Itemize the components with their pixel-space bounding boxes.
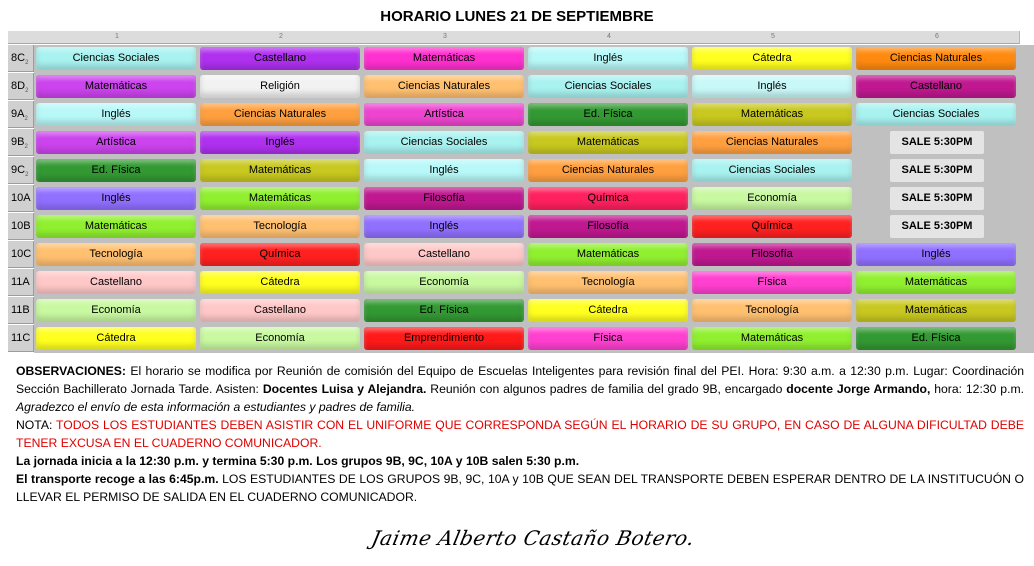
- column-header-6: 6: [855, 31, 1020, 44]
- schedule-cell: Ciencias Sociales: [856, 103, 1016, 126]
- schedule-cell: Química: [200, 243, 360, 266]
- schedule-cell: Filosofía: [528, 215, 688, 238]
- column-header-2: 2: [199, 31, 364, 44]
- observations-teacher: docente Jorge Armando,: [786, 382, 931, 396]
- schedule-cell: Cátedra: [36, 327, 196, 350]
- row-label-11a: 11A: [8, 269, 34, 296]
- schedule-cell: Castellano: [364, 243, 524, 266]
- row-label-9c: $9C_2$: [8, 157, 34, 184]
- transporte-text: LOS ESTUDIANTES DE LOS GRUPOS 9B, 9C, 10A y 10B QUE SEAN DEL TRANSPORTE DEBEN ESPERAR DENTRO DE LA INSTITUCUÓN O LLEVAR EL PERMISO DE SALIDA EN EL CUADERNO COMUNICADOR.: [16, 472, 1024, 504]
- observations-paragraph: [16, 362, 1024, 416]
- schedule-cell: Cátedra: [528, 299, 688, 322]
- schedule-cell: Ed. Física: [364, 299, 524, 322]
- schedule-cell: SALE 5:30PM: [890, 215, 984, 238]
- schedule-cell: Matemáticas: [528, 131, 688, 154]
- schedule-cell: Inglés: [36, 187, 196, 210]
- row-label-11b: 11B: [8, 297, 34, 324]
- jornada-text: La jornada inicia a la 12:30 p.m. y termina 5:30 p.m. Los grupos 9B, 9C, 10A y 10B salen 5:30 p.m.: [16, 454, 580, 468]
- schedule-cell: Matemáticas: [528, 243, 688, 266]
- schedule-cell: Ed. Física: [36, 159, 196, 182]
- schedule-cell: Castellano: [200, 299, 360, 322]
- column-header-4: 4: [527, 31, 692, 44]
- schedule-cell: SALE 5:30PM: [890, 131, 984, 154]
- schedule-cell: SALE 5:30PM: [890, 187, 984, 210]
- schedule-cell: Química: [692, 215, 852, 238]
- schedule-cell: Tecnología: [692, 299, 852, 322]
- schedule-cell: Castellano: [856, 75, 1016, 98]
- schedule-cell: Matemáticas: [692, 327, 852, 350]
- schedule-cell: Ciencias Sociales: [692, 159, 852, 182]
- schedule-cell: Matemáticas: [36, 215, 196, 238]
- observations-label: OBSERVACIONES:: [16, 364, 126, 378]
- schedule-cell: Inglés: [364, 159, 524, 182]
- nota-paragraph: [16, 416, 1024, 452]
- transporte-paragraph: [16, 470, 1024, 506]
- schedule-cell: Inglés: [528, 47, 688, 70]
- row-label-10a: 10A: [8, 185, 34, 212]
- observations-text-2: Reunión con algunos padres de familia del grado 9B, encargado: [426, 382, 787, 396]
- schedule-cell: Ciencias Naturales: [856, 47, 1016, 70]
- header-corner: [8, 31, 36, 44]
- schedule-cell: Castellano: [200, 47, 360, 70]
- signature: Jaime Alberto Castaño Botero.: [369, 526, 697, 550]
- row-label-10b: 10B: [8, 213, 34, 240]
- schedule-cell: Inglés: [36, 103, 196, 126]
- schedule-cell: Tecnología: [200, 215, 360, 238]
- observations-text-3: hora: 12:30 p.m.: [930, 382, 1024, 396]
- schedule-cell: Tecnología: [528, 271, 688, 294]
- schedule-cell: Ed. Física: [528, 103, 688, 126]
- schedule-cell: Filosofía: [364, 187, 524, 210]
- schedule-cell: Ciencias Naturales: [692, 131, 852, 154]
- schedule-cell: Matemáticas: [856, 299, 1016, 322]
- column-header-5: 5: [691, 31, 856, 44]
- observations-attendees: Docentes Luisa y Alejandra.: [262, 382, 427, 396]
- observations: [16, 362, 1024, 506]
- column-header-3: 3: [363, 31, 528, 44]
- nota-text: TODOS LOS ESTUDIANTES DEBEN ASISTIR CON EL UNIFORME QUE CORRESPONDA SEGÚN EL HORARIO DE SU GRUPO, EN CASO DE ALGUNA DIFICULTAD DEBE TENER EXCUSA EN EL CUADERNO COMUNICADOR.: [16, 418, 1024, 450]
- schedule-cell: Ciencias Sociales: [36, 47, 196, 70]
- schedule-cell: Matemáticas: [200, 159, 360, 182]
- row-label-9a: $9A_2$: [8, 101, 34, 128]
- schedule-cell: Física: [692, 271, 852, 294]
- schedule-cell: Matemáticas: [692, 103, 852, 126]
- schedule-cell: SALE 5:30PM: [890, 159, 984, 182]
- schedule-cell: Cátedra: [200, 271, 360, 294]
- schedule-cell: Economía: [692, 187, 852, 210]
- schedule-cell: Emprendimiento: [364, 327, 524, 350]
- schedule-cell: Química: [528, 187, 688, 210]
- row-label-8c: $8C_2$: [8, 45, 34, 72]
- schedule-cell: Economía: [364, 271, 524, 294]
- schedule-cell: Física: [528, 327, 688, 350]
- schedule-cell: Religión: [200, 75, 360, 98]
- schedule-cell: Inglés: [200, 131, 360, 154]
- schedule-cell: Inglés: [856, 243, 1016, 266]
- schedule-cell: Economía: [36, 299, 196, 322]
- schedule-cell: Artística: [36, 131, 196, 154]
- schedule-cell: Ciencias Sociales: [528, 75, 688, 98]
- schedule-cell: Ciencias Naturales: [364, 75, 524, 98]
- schedule-cell: Inglés: [364, 215, 524, 238]
- schedule-cell: Castellano: [36, 271, 196, 294]
- schedule-cell: Ed. Física: [856, 327, 1016, 350]
- column-header-1: 1: [35, 31, 200, 44]
- row-label-8d: $8D_2$: [8, 73, 34, 100]
- schedule-cell: Filosofía: [692, 243, 852, 266]
- schedule-cell: Economía: [200, 327, 360, 350]
- row-label-10c: 10C: [8, 241, 34, 268]
- schedule-cell: Inglés: [692, 75, 852, 98]
- schedule-cell: Ciencias Naturales: [200, 103, 360, 126]
- jornada-paragraph: [16, 452, 1024, 470]
- schedule-cell: Tecnología: [36, 243, 196, 266]
- schedule-cell: Matemáticas: [36, 75, 196, 98]
- schedule-cell: Matemáticas: [364, 47, 524, 70]
- schedule-cell: Ciencias Sociales: [364, 131, 524, 154]
- row-label-11c: 11C: [8, 325, 34, 352]
- observations-text: El horario se modifica por Reunión de comisión del Equipo de Escuelas Inteligentes para revisión final del PEI. Hora: 9:30 a.m. a 12:30 p.m. Lugar: Coordinación Sección Bachillerato Jornada Tarde. Asisten:: [16, 364, 1024, 396]
- schedule-cell: Matemáticas: [200, 187, 360, 210]
- schedule-cell: Ciencias Naturales: [528, 159, 688, 182]
- transporte-label: El transporte recoge a las 6:45p.m.: [16, 472, 219, 486]
- observations-thanks: Agradezco el envío de esta información a estudiantes y padres de familia.: [16, 400, 416, 414]
- nota-label: NOTA:: [16, 418, 57, 432]
- schedule-cell: Matemáticas: [856, 271, 1016, 294]
- page-title: HORARIO LUNES 21 DE SEPTIEMBRE: [380, 8, 654, 25]
- schedule-cell: Artística: [364, 103, 524, 126]
- schedule-cell: Cátedra: [692, 47, 852, 70]
- row-label-9b: $9B_2$: [8, 129, 34, 156]
